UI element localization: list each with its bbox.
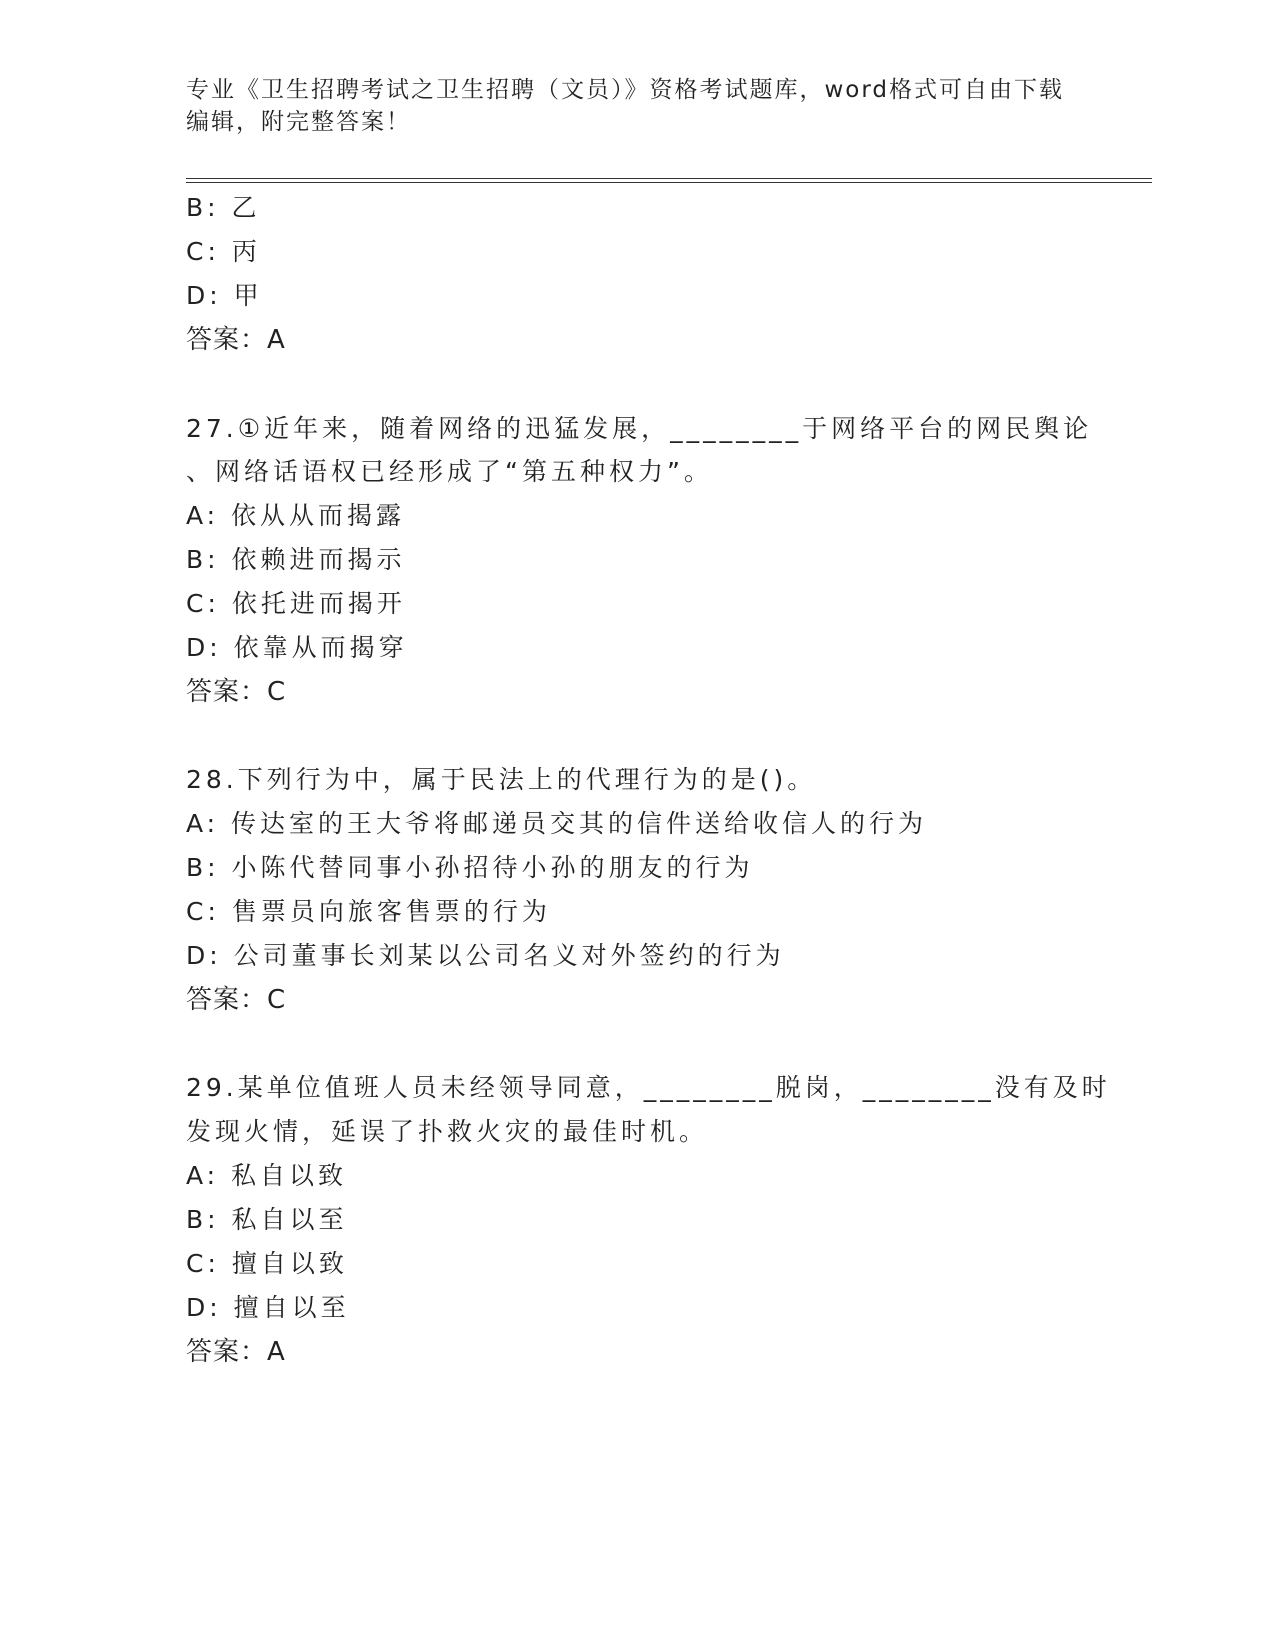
header-line-2: 编辑，附完整答案！ (186, 109, 411, 135)
q28-option-b: B: 小陈代替同事小孙招待小孙的朋友的行为 (186, 853, 754, 882)
q28-option-d: D: 公司董事长刘某以公司名义对外签约的行为 (186, 941, 785, 970)
q27-option-c: C: 依托进而揭开 (186, 589, 406, 618)
q28-option-c: C: 售票员向旅客售票的行为 (186, 897, 551, 926)
q29-option-a: A: 私自以致 (186, 1161, 348, 1190)
q29-option-b: B: 私自以至 (186, 1205, 348, 1234)
q27-option-d: D: 依靠从而揭穿 (186, 633, 408, 662)
q28-stem-line-1: 28.下列行为中，属于民法上的代理行为的是()。 (186, 765, 817, 794)
q27-answer: 答案：C (186, 677, 287, 707)
header-line-1: 专业《卫生招聘考试之卫生招聘（文员）》资格考试题库，word格式可自由下载 (186, 77, 1065, 103)
q29-stem-line-1: 29.某单位值班人员未经领导同意，________脱岗，________没有及时 (186, 1073, 1111, 1102)
q29-option-d: D: 擅自以至 (186, 1293, 350, 1322)
header-divider-bottom (186, 182, 1152, 183)
q29-stem-line-2: 发现火情，延误了扑救火灾的最佳时机。 (186, 1117, 709, 1146)
q28-option-a: A: 传达室的王大爷将邮递员交其的信件送给收信人的行为 (186, 809, 928, 838)
q29-answer: 答案：A (186, 1337, 286, 1367)
q27-stem-line-1: 27.①近年来，随着网络的迅猛发展，________于网络平台的网民舆论 (186, 414, 1093, 443)
q26-option-c: C: 丙 (186, 237, 261, 266)
q26-option-d: D: 甲 (186, 281, 263, 310)
q28-answer: 答案：C (186, 985, 287, 1015)
q27-stem-line-2: 、网络话语权已经形成了“第五种权力”。 (186, 457, 713, 486)
q27-option-a: A: 依从从而揭露 (186, 501, 406, 530)
document-header (186, 74, 1066, 138)
q26-answer: 答案：A (186, 325, 286, 355)
q26-option-b: B: 乙 (186, 193, 261, 222)
header-divider-top (186, 178, 1152, 179)
q27-option-b: B: 依赖进而揭示 (186, 545, 406, 574)
q29-option-c: C: 擅自以致 (186, 1249, 348, 1278)
